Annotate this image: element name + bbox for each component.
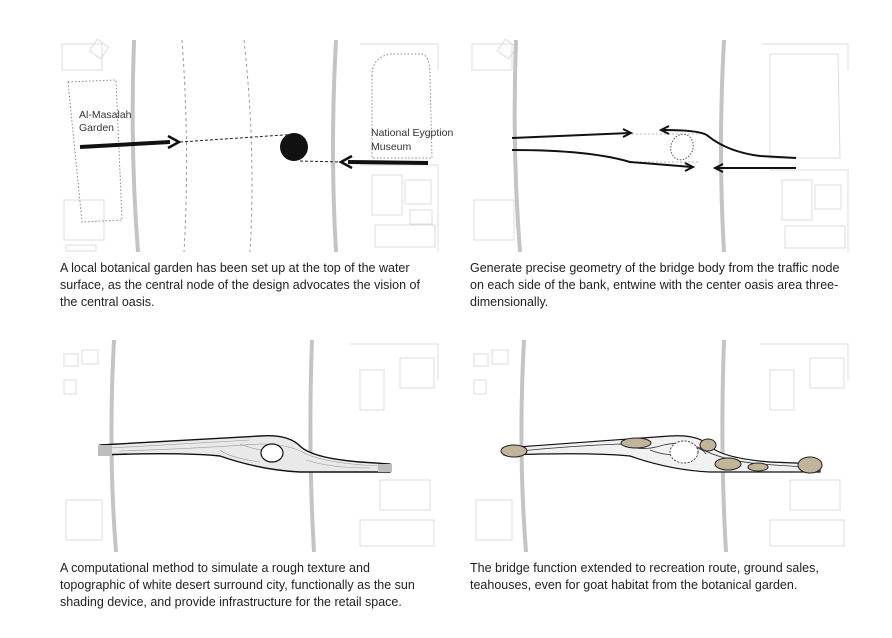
river-bank-east [333,40,336,252]
caption-panel-4: The bridge function extended to recreation route, ground sales, teahouses, even for goat habitat from the botanical garden. [470,561,819,592]
label-museum-word: Museum [371,141,412,153]
patch-teahouse-west [501,445,527,457]
west-landing [98,445,112,456]
water-contour-2 [244,40,252,252]
bridge-lanes-west [512,129,693,171]
arrow-from-garden [80,136,179,148]
building-outlines [472,39,848,252]
diagram-panel-bridge-geometry [470,40,850,252]
caption-panel-2: Generate precise geometry of the bridge body from the traffic node on each side of the bank, entwine with the center oasis area three-dimensionally. [470,261,840,309]
patch-goat-habitat [700,439,716,451]
water-contour-1 [182,40,187,252]
river-bank-east [310,340,314,552]
caption-panel-1: A local botanical garden has been set up at the top of the water surface, as the central node of the design advocates the vision of the central oasis. [60,261,420,309]
patch-ground-sales [621,438,651,448]
river-bank-west [515,40,520,252]
label-garden-word: Garden [79,122,115,134]
connection-line-east [300,161,342,162]
bridge-lanes-east [661,126,796,172]
oasis-garden [670,441,698,463]
east-landing [378,464,392,472]
river-bank-east [722,340,726,552]
site-map-1 [60,40,454,252]
central-oasis-node [276,129,312,165]
oasis-opening [261,444,283,462]
caption-panel-3: A computational method to simulate a rough texture and topographic of white desert surround city, functionally as the sun shading device, and provide infrastructure for the retail space. [60,561,415,609]
oasis-outline [667,131,697,163]
patch-teahouse-east [798,457,822,473]
patch-ground-sales-east [748,463,768,471]
label-museum-name: National Eygption [371,127,454,139]
site-map-2 [470,40,850,252]
site-map-3 [60,340,440,552]
connection-line-west [180,134,298,142]
textured-bridge-body [100,436,390,472]
diagram-panel-texture [60,340,440,552]
patch-teahouse-central [715,458,741,470]
diagram-panel-functions [470,340,850,552]
diagram-panel-garden-node [60,40,454,252]
garden-parcel [68,80,122,222]
label-garden-name: Al-Masalah [79,109,132,121]
site-map-4 [470,340,850,552]
